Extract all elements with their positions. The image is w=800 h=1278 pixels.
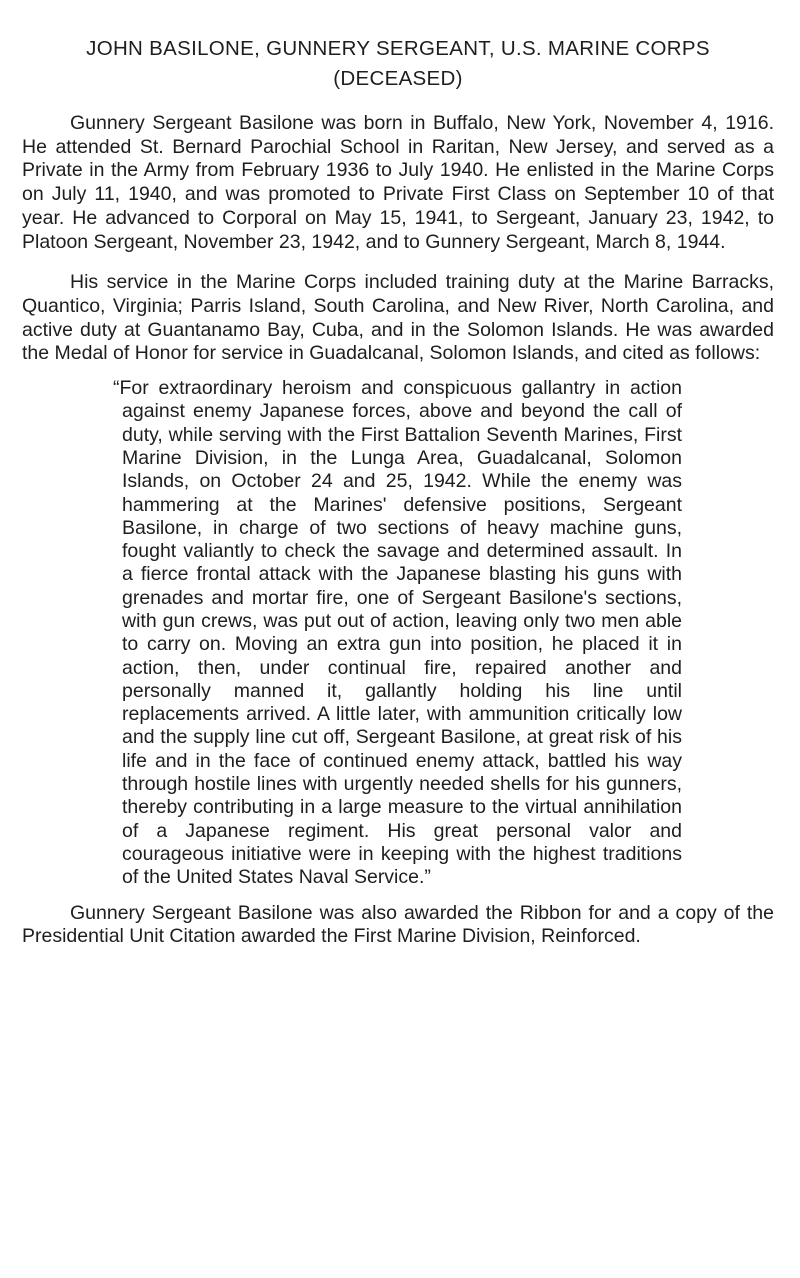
title-line-name: JOHN BASILONE, GUNNERY SERGEANT, U.S. MARINE CORPS — [86, 37, 710, 60]
service-paragraph: His service in the Marine Corps included training duty at the Marine Barracks, Quantico, Virginia; Parris Island, South Carolina, and New River, North Carolina, and active duty at Guantanamo Bay, Cuba, and in the Solomon Islands. He was awarded the Medal of Honor for service in Guadalcanal, Solomon Islands, and cited as follows: — [22, 271, 774, 365]
title-line-status: (DECEASED) — [333, 67, 463, 90]
medal-of-honor-citation: “For extraordinary heroism and conspicuous gallantry in action against enemy Japanese forces, above and beyond the call of duty, while serving with the First Battalion Seventh Marines, First Marine Division, in the Lunga Area, Guadalcanal, Solomon Islands, on October 24 and 25, 1942. While the enemy was hammering at the Marines' defensive positions, Sergeant Basilone, in charge of two sections of heavy machine guns, fought valiantly to check the savage and determined assault. In a fierce frontal attack with the Japanese blasting his guns with grenades and mortar fire, one of Sergeant Basilone's sections, with gun crews, was put out of action, leaving only two men able to carry on. Moving an extra gun into position, he placed it in action, then, under continual fire, repaired another and personally manned it, gallantly holding his line until replacements arrived. A little later, with ammunition critically low and the supply line cut off, Sergeant Basilone, at great risk of his life and in the face of continued enemy attack, battled his way through hostile lines with urgently needed shells for his gunners, thereby contributing in a large measure to the virtual annihilation of a Japanese regiment. His great personal valor and courageous initiative were in keeping with the highest traditions of the United States Naval Service.” — [113, 377, 682, 889]
document-title — [22, 34, 774, 94]
biography-paragraph: Gunnery Sergeant Basilone was born in Buffalo, New York, November 4, 1916. He attended St. Bernard Parochial School in Raritan, New Jersey, and served as a Private in the Army from February 1936 to July 1940. He enlisted in the Marine Corps on July 11, 1940, and was promoted to Private First Class on September 10 of that year. He advanced to Corporal on May 15, 1941, to Sergeant, January 23, 1942, to Platoon Sergeant, November 23, 1942, and to Gunnery Sergeant, March 8, 1944. — [22, 112, 774, 253]
awards-paragraph: Gunnery Sergeant Basilone was also awarded the Ribbon for and a copy of the Presidential Unit Citation awarded the First Marine Division, Reinforced. — [22, 901, 774, 948]
